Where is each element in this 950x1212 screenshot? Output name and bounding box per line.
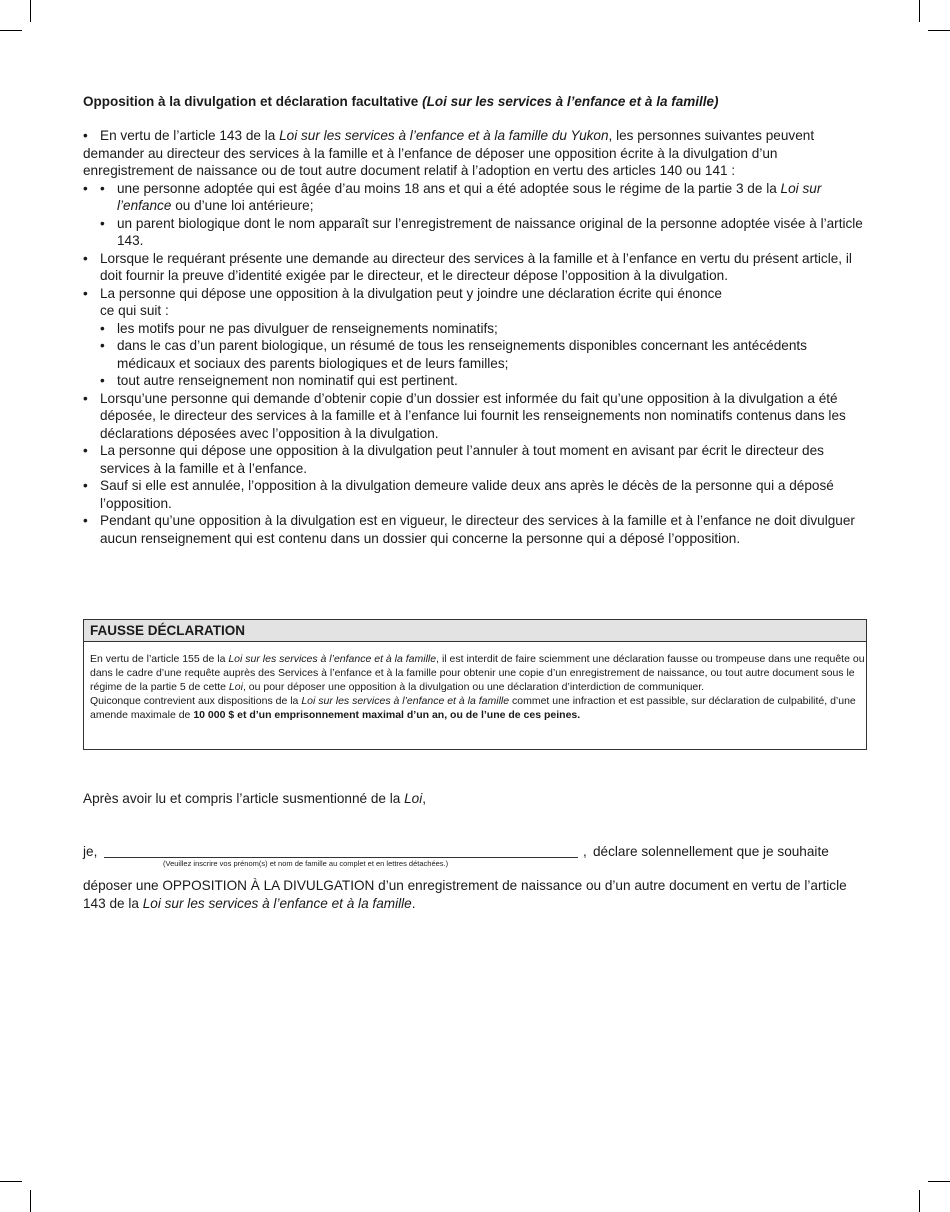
bullet-list [83, 250, 867, 548]
crop-mark [928, 1181, 950, 1182]
declarant-hint: (Veuillez inscrire vos prénom(s) et nom de famille au complet et en lettres détachées.) [163, 859, 449, 868]
crop-mark [919, 1190, 920, 1212]
false-declaration-penalty: Quiconque contrevient aux dispositions de la Loi sur les services à l’enfance et à la famille commet une infraction et est passible, sur déclaration de culpabilité, d’une amende maximale de 10 000 $ et d’un emprisonnement maximal d’un an, ou de l’une de ces peines. [90, 695, 856, 721]
list-item: • Sauf si elle est annulée, l’opposition à la divulgation demeure valide deux ans après le décès de la personne qui a déposé l’opposition. [83, 477, 867, 512]
false-declaration-paragraph: En vertu de l’article 155 de la Loi sur les services à l’enfance et à la famille, il est interdit de faire sciemment une déclaration fausse ou trompeuse dans une requête ou dans le cadre d’une requête auprès des Services à l’enfance et à la famille pour obtenir une copie d’un enregistrement de naissance, ou tout autre document sous le régime de la partie 5 de cette Loi, ou pour déposer une opposition à la divulgation ou une déclaration d’interdiction de communiquer. [90, 653, 865, 693]
list-item: • dans le cas d’un parent biologique, un résumé de tous les renseignements disponibles concernant les antécédents médicaux et sociaux des parents biologiques et de leurs familles; [100, 337, 867, 372]
intro-sublist-wrapper [83, 180, 867, 250]
declarant-label: je, [83, 844, 98, 859]
after-reading-line: Après avoir lu et compris l’article susmentionné de la Loi, [83, 791, 427, 806]
list-item: • les motifs pour ne pas divulguer de renseignements nominatifs; [100, 320, 867, 338]
declarant-name-underline [104, 857, 578, 858]
crop-mark [928, 30, 950, 31]
crop-mark [0, 1181, 22, 1182]
list-item: • tout autre renseignement non nominatif qui est pertinent. [100, 372, 867, 390]
bullet-list [83, 180, 867, 250]
list-item: • La personne qui dépose une opposition à la divulgation peut l’annuler à tout moment en avisant par écrit le directeur des services à la famille et à l’enfance. [83, 442, 867, 477]
list-item: • Pendant qu’une opposition à la divulgation est en vigueur, le directeur des services à la famille et à l’enfance ne doit divulguer aucun renseignement qui est contenu dans un dossier qui concerne la personne qui a déposé l’opposition. [83, 512, 867, 547]
crop-mark [30, 0, 31, 22]
declarant-statement: déclare solennellement que je souhaite [593, 844, 829, 859]
false-declaration-heading: FAUSSE DÉCLARATION [84, 620, 866, 642]
crop-mark [0, 30, 22, 31]
list-item: • Lorsque le requérant présente une demande au directeur des services à la famille et à l’enfance en vertu du présent article, il doit fournir la preuve d’identité exigée par le directeur, et le directeur dépose l’opposition à la divulgation. [83, 250, 867, 285]
page-title: Opposition à la divulgation et déclaration facultative (Loi sur les services à l’enfance et à la famille) [83, 94, 719, 109]
list-item: • un parent biologique dont le nom apparaît sur l’enregistrement de naissance original de la personne adoptée visée à l’article 143. [100, 215, 867, 250]
title-act-name: (Loi sur les services à l’enfance et à la famille) [422, 94, 719, 109]
bullet-icon: • [83, 128, 88, 143]
false-declaration-box [83, 619, 867, 750]
declarant-name-field[interactable] [104, 843, 578, 858]
document-content [83, 93, 867, 547]
list-item: • La personne qui dépose une opposition à la divulgation peut y joindre une déclaration écrite qui énonce ce qui suit : • les motifs pour ne pas divulguer de renseignements nominatifs; • dans le cas d’un parent biologique, un résumé de tous les renseignements disponibles concernant les antécédents médicaux et sociaux des parents biologiques et de leurs familles; • tout autre renseignement non nominatif qui est pertinent. [83, 285, 867, 390]
list-item: • • une personne adoptée qui est âgée d’au moins 18 ans et qui a été adoptée sous le régime de la partie 3 de la Loi sur l’enfance ou d’une loi antérieure; [100, 180, 867, 215]
intro-sublist [83, 180, 867, 250]
list-item: • Lorsqu’une personne qui demande d’obtenir copie d’un dossier est informée du fait qu’une opposition à la divulgation a été déposée, le directeur des services à la famille et à l’enfance lui fournit les renseignements non nominatifs contenus dans les déclarations déposées avec l’opposition à la divulgation. [83, 390, 867, 443]
sublist [100, 320, 867, 390]
crop-mark [919, 0, 920, 22]
intro-paragraph: • En vertu de l’article 143 de la Loi sur les services à l’enfance et à la famille du Yukon, les personnes suivantes peuvent demander au directeur des services à la famille et à l’enfance de déposer une opposition écrite à la divulgation d’un enregistrement de naissance ou de tout autre document relatif à l’adoption en vertu des articles 140 ou 141 : [83, 128, 815, 178]
false-declaration-text [84, 642, 866, 722]
crop-mark [30, 1190, 31, 1212]
final-statement: déposer une OPPOSITION À LA DIVULGATION d’un enregistrement de naissance ou d’un autre document en vertu de l’article 143 de la Loi sur les services à l’enfance et à la famille. [83, 878, 847, 911]
info-section [83, 127, 867, 547]
